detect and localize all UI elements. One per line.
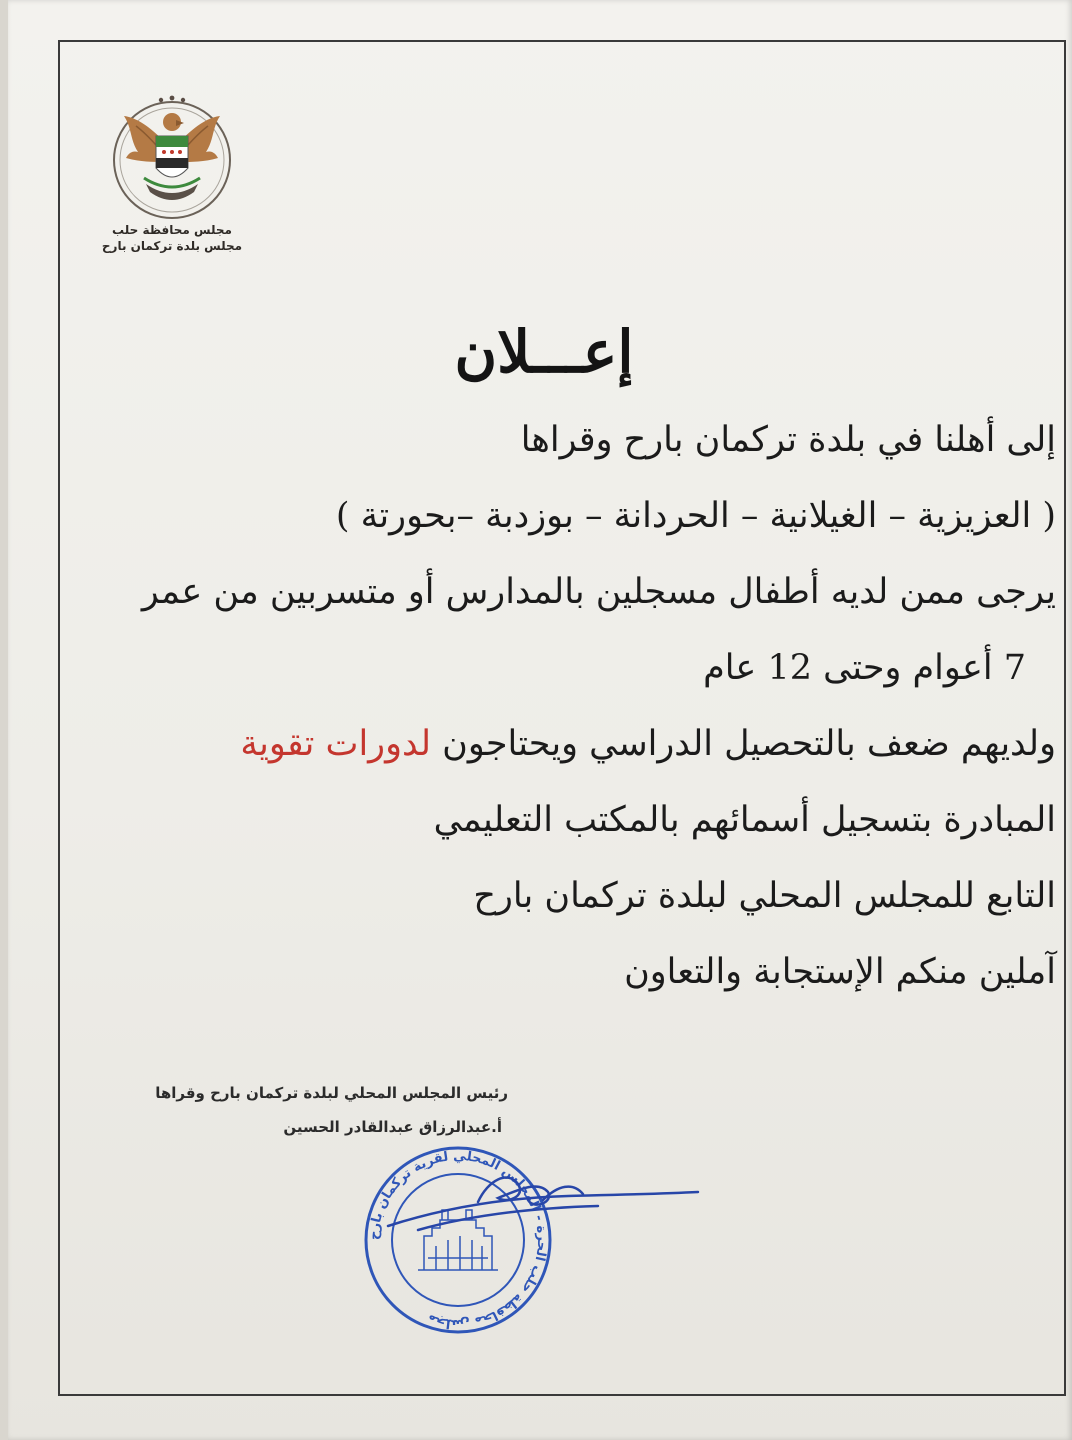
announcement-title: إعـــلان [454,318,634,386]
signatory-position: رئيس المجلس المحلي لبلدة تركمان بارح وقراها [155,1084,508,1102]
council-name-town: مجلس بلدة تركمان بارح [101,239,243,253]
body-line-office: التابع للمجلس المحلي لبلدة تركمان بارح [473,876,1056,916]
council-name-governorate: مجلس محافظة حلب [112,223,232,237]
eagle-emblem-icon [106,92,238,222]
body-line-registration: المبادرة بتسجيل أسمائهم بالمكتب التعليمي [433,800,1056,840]
signature-block [118,1076,508,1144]
stamp-ring-text: مجلس محافظة حلب الحرة - المجلس المحلي لقرية تركمان بارح [366,1148,550,1332]
body-line-need-text: ولديهم ضعف بالتحصيل الدراسي ويحتاجون [431,724,1056,764]
signatory-name: أ.عبدالرزاق عبدالقادر الحسين [283,1118,502,1136]
body-line-address: إلى أهلنا في بلدة تركمان بارح وقراها [520,420,1056,460]
body-line-closing: آملين منكم الإستجابة والتعاون [624,952,1056,992]
body-line-highlight: لدورات تقوية [240,724,432,764]
announcement-body [141,402,1056,1010]
body-line-age-range: 7 أعوام وحتى 12 عام [703,648,1026,688]
document-page [8,0,1072,1440]
body-line-villages: ( العزيزية – الغيلانية – الحردانة – بوزدبة –بحورتة ) [335,496,1056,536]
official-stamp-icon [358,1140,708,1340]
body-line-request: يرجى ممن لديه أطفال مسجلين بالمدارس أو متسربين من عمر [141,572,1056,612]
council-header [96,92,248,254]
body-line-need [208,706,1056,782]
svg-text:مجلس محافظة حلب الحرة - المجلس [367,1149,549,1331]
